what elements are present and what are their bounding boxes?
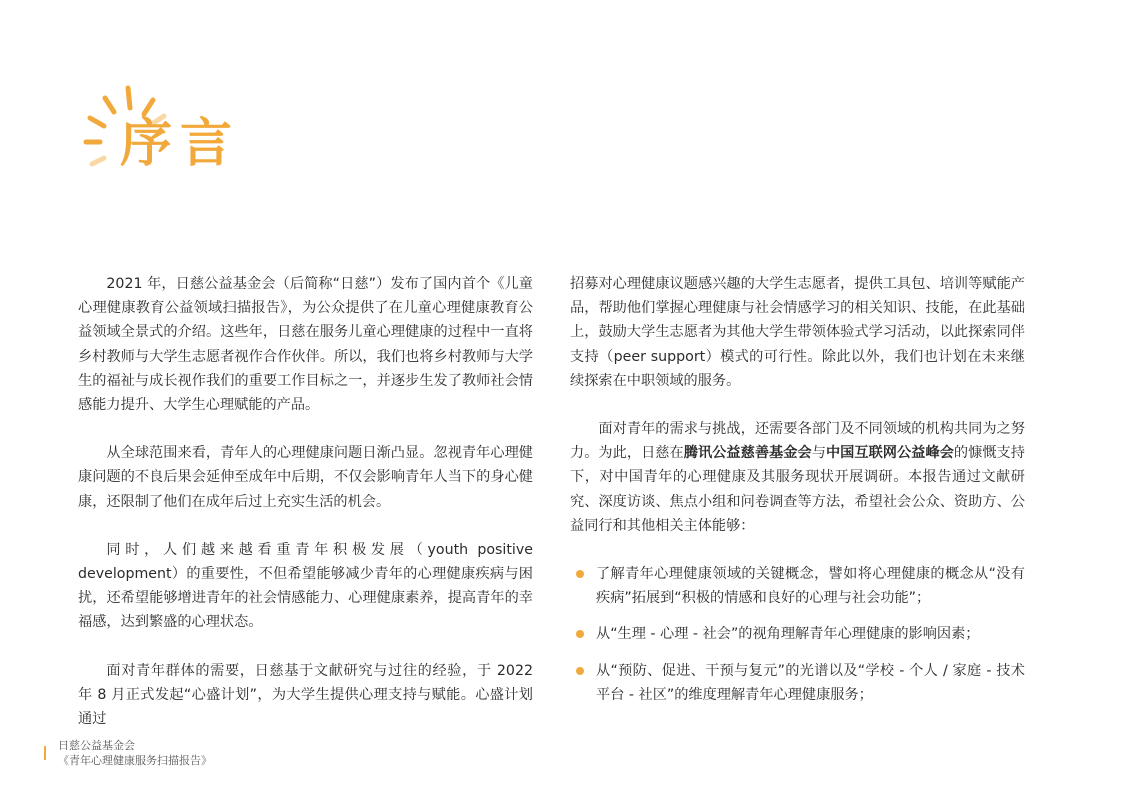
paragraph-text: 面对青年的需求与挑战，还需要各部门及不同领域的机构共同为之努力。为此，日慈在 [570,421,1025,462]
goals-list [570,562,1025,707]
list-item [570,562,1025,610]
paragraph-text: 与 [811,445,826,462]
paragraph: 招募对心理健康议题感兴趣的大学生志愿者，提供工具包、培训等赋能产品，帮助他们掌握心理健康与社会情感学习的相关知识、技能，在此基础上，鼓励大学生志愿者为其他大学生带领体验式学习活动，以此探索同伴支持（peer support）模式的可行性。除此以外，我们也计划在未来继续探索在中职领域的服务。 [570,276,1025,389]
paragraph: 面对青年群体的需要，日慈基于文献研究与过往的经验，于 2022 年 8 月正式发起“心盛计划”，为大学生提供心理支持与赋能。心盛计划通过 [78,662,533,728]
title-block [78,80,278,190]
bullet-dot-icon [576,667,584,675]
bullet-dot-icon [576,570,584,578]
paragraph: 同时，人们越来越看重青年积极发展（youth positive development）的重要性，不但希望能够减少青年的心理健康疾病与困扰，还希望能够增进青年的社会情感能力、心理健康素养，提高青年的幸福感，达到繁盛的心理状态。 [78,541,533,631]
footer-bar [44,746,46,760]
paragraph-text: 的慷慨支持下，对中国青年的心理健康及其服务现状开展调研。本报告通过文献研究、深度访谈、焦点小组和问卷调查等方法，希望社会公众、资助方、公益同行和其他相关主体能够： [570,445,1025,534]
list-item-text: 从“预防、促进、干预与复元”的光谱以及“学校 - 个人 / 家庭 - 技术平台 - 社区”的维度理解青年心理健康服务； [596,662,1025,703]
list-item-text: 了解青年心理健康领域的关键概念，譬如将心理健康的概念从“没有疾病”拓展到“积极的情感和良好的心理与社会功能”； [596,566,1025,607]
list-item [570,622,1025,646]
bullet-dot-icon [576,630,584,638]
org-name-summit: 中国互联网公益峰会 [825,445,954,462]
footer-report: 《青年心理健康服务扫描报告》 [58,754,212,767]
footer-org: 日慈公益基金会 [58,739,135,752]
paragraph [570,417,1025,538]
paragraph: 从全球范围来看，青年人的心理健康问题日渐凸显。忽视青年心理健康问题的不良后果会延伸至成年中后期，不仅会影响青年人当下的身心健康，还限制了他们在成年后过上充实生活的机会。 [78,445,533,510]
right-column [570,272,1025,719]
paragraph: 2021 年，日慈公益基金会（后简称“日慈”）发布了国内首个《儿童心理健康教育公益领域扫描报告》，为公众提供了在儿童心理健康教育公益领域全景式的介绍。这些年，日慈在服务儿童心理健康的过程中一直将乡村教师与大学生志愿者视作合作伙伴。所以，我们也将乡村教师与大学生的福祉与成长视作我们的重要工作目标之一，并逐步生发了教师社会情感能力提升、大学生心理赋能的产品。 [78,276,533,414]
org-name-tencent: 腾讯公益慈善基金会 [683,445,812,462]
left-column [78,272,533,755]
page-title: 序言 [120,114,241,174]
footer-text [58,738,212,768]
list-item [570,659,1025,707]
list-item-text: 从“生理 - 心理 - 社会”的视角理解青年心理健康的影响因素； [596,626,980,643]
